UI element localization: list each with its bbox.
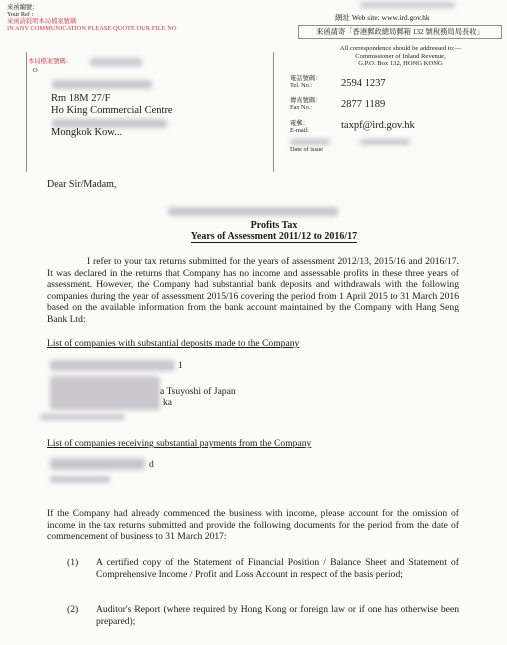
address-line-2: Ho King Commercial Centre xyxy=(51,105,173,116)
correspondence-cn: 來函請寄「香港郵政總局郵箱 132 號稅務局局長收」 xyxy=(298,25,502,39)
paragraph-1: I refer to your tax returns submitted for the years of assessment 2012/13, 2015/16 and 2016/17. It was declared in the returns that Company has no income and assessable profits in these three years of assessment. However, the Company had substantial bank deposits and withdrawals with the following companies during the year of assessment 2015/16 covering the period from 1 April 2015 to 31 March 2016 based on the available information from the bank account maintained by the Company with Hang Seng Bank Ltd: xyxy=(47,256,459,325)
tel-label: 電話號碼： Tel. No.: xyxy=(290,75,322,90)
deposits-heading: List of companies with substantial deposits made to the Company xyxy=(47,338,300,349)
our-ref-prefix: O xyxy=(33,67,38,74)
paragraph-2: If the Company had already commenced the business with income, please account for the omission of income in the tax returns submitted and provide the following documents for the period from the date of commencement of business to 31 March 2017: xyxy=(47,508,459,543)
tel-number: 2594 1237 xyxy=(341,78,386,89)
correspondence-en: All correspondence should be addressed to:— Commissioner of Inland Revenue, G.P.O. Box 132, HONG KONG xyxy=(339,45,462,67)
heading-profits-tax: Profits Tax xyxy=(250,220,298,231)
our-ref-cn: 本局檔案號碼： xyxy=(28,58,73,65)
payment-fragment-1: d xyxy=(149,459,154,470)
date-label: Date of issue xyxy=(290,146,323,153)
redacted-name xyxy=(52,80,152,89)
your-ref-cn: 來函編號： xyxy=(7,4,39,11)
redacted-contact-2 xyxy=(360,139,410,145)
deposit-fragment-1: 1 xyxy=(178,360,183,371)
website: 網址 Web site: www.ird.gov.hk xyxy=(335,13,430,22)
redacted-payment-1 xyxy=(50,458,145,470)
heading-years: Years of Assessment 2011/12 to 2016/17 xyxy=(190,231,358,242)
email-label: 電郵： E-mail: xyxy=(290,120,309,135)
redacted-deposit-1 xyxy=(50,360,175,371)
email-address: taxpf@ird.gov.hk xyxy=(341,120,415,131)
redacted-top xyxy=(360,2,455,8)
deposit-fragment-2: a Tsuyoshi of Japan xyxy=(160,386,236,397)
deposit-fragment-3: ka xyxy=(163,397,173,408)
fax-number: 2877 1189 xyxy=(341,99,386,110)
payments-heading: List of companies receiving substantial payments from the Company xyxy=(47,438,312,449)
redacted-company-name xyxy=(168,207,338,216)
fax-label: 傳真號碼： Fax No.: xyxy=(290,97,322,112)
quote-note-cn: 來函請敍明本局檔案號碼 xyxy=(7,18,77,25)
redacted-payment-2 xyxy=(50,476,110,483)
address-line-1: Rm 18M 27/F xyxy=(51,93,111,104)
quote-note-en: IN ANY COMMUNICATION PLEASE QUOTE OUR FILE NO xyxy=(7,25,177,32)
redacted-deposit-2 xyxy=(50,376,160,410)
salutation: Dear Sir/Madam, xyxy=(47,179,117,190)
your-ref-en: Your Ref : xyxy=(7,11,34,18)
redacted-contact xyxy=(290,139,330,145)
redacted-deposit-3 xyxy=(40,414,125,420)
letter-page: 來函編號： Your Ref : 來函請敍明本局檔案號碼 IN ANY COMMUNICATION PLEASE QUOTE OUR FILE NO 本局檔案號碼： O Rm 18M 27/F Ho King Commercial Centre Mongkok Kow... 網址 Web site: www.ird.gov.hk 來函請寄「香港郵政總局郵箱 132 號稅務局局長收」 All correspondence should be addressed to:— Commissioner of Inland Revenue, G.P.O. Box 132, HONG KONG 電話號碼： Tel. No.: 2594 1237 傳真號碼： Fax No.: 2877 1189 電郵： E-mail: taxpf@ird.gov.hk Date of issue Dear Sir/Madam, Profits Tax Years of Assessment 2011/12 to 2016/17 I refer to your tax returns submitted for the years of assessment 2012/13, 2015/16 and 2016/17. It was declared in the returns that Company has no income and assessable profits in these three years of assessment. However, the Company had substantial bank deposits and withdrawals with the following companies during the year of assessment 2015/16 covering the period from 1 April 2015 to 31 March 2016 based on the available information from the bank account maintained by the Company with Hang Seng Bank Ltd: List of companies with substantial deposits made to the Company 1 a Tsuyoshi of Japan ka List of companies receiving substantial payments from the Company d If the Company had already commenced the business with income, please account for the omission of income in the tax returns submitted and provide the following documents for the period from the date of commencement of business to 31 March 2017: (1) A certified copy of the Statement of Financial Position / Balance Sheet and Statement of Comprehensive Income / Profit and Loss Account in respect of the basis period; (2) Auditor's Report (where required by Hong Kong or foreign law or if one has otherwise been prepared); xyxy=(0,0,507,645)
address-line-3: Mongkok Kow... xyxy=(51,127,123,138)
redacted-file-no xyxy=(90,58,142,66)
